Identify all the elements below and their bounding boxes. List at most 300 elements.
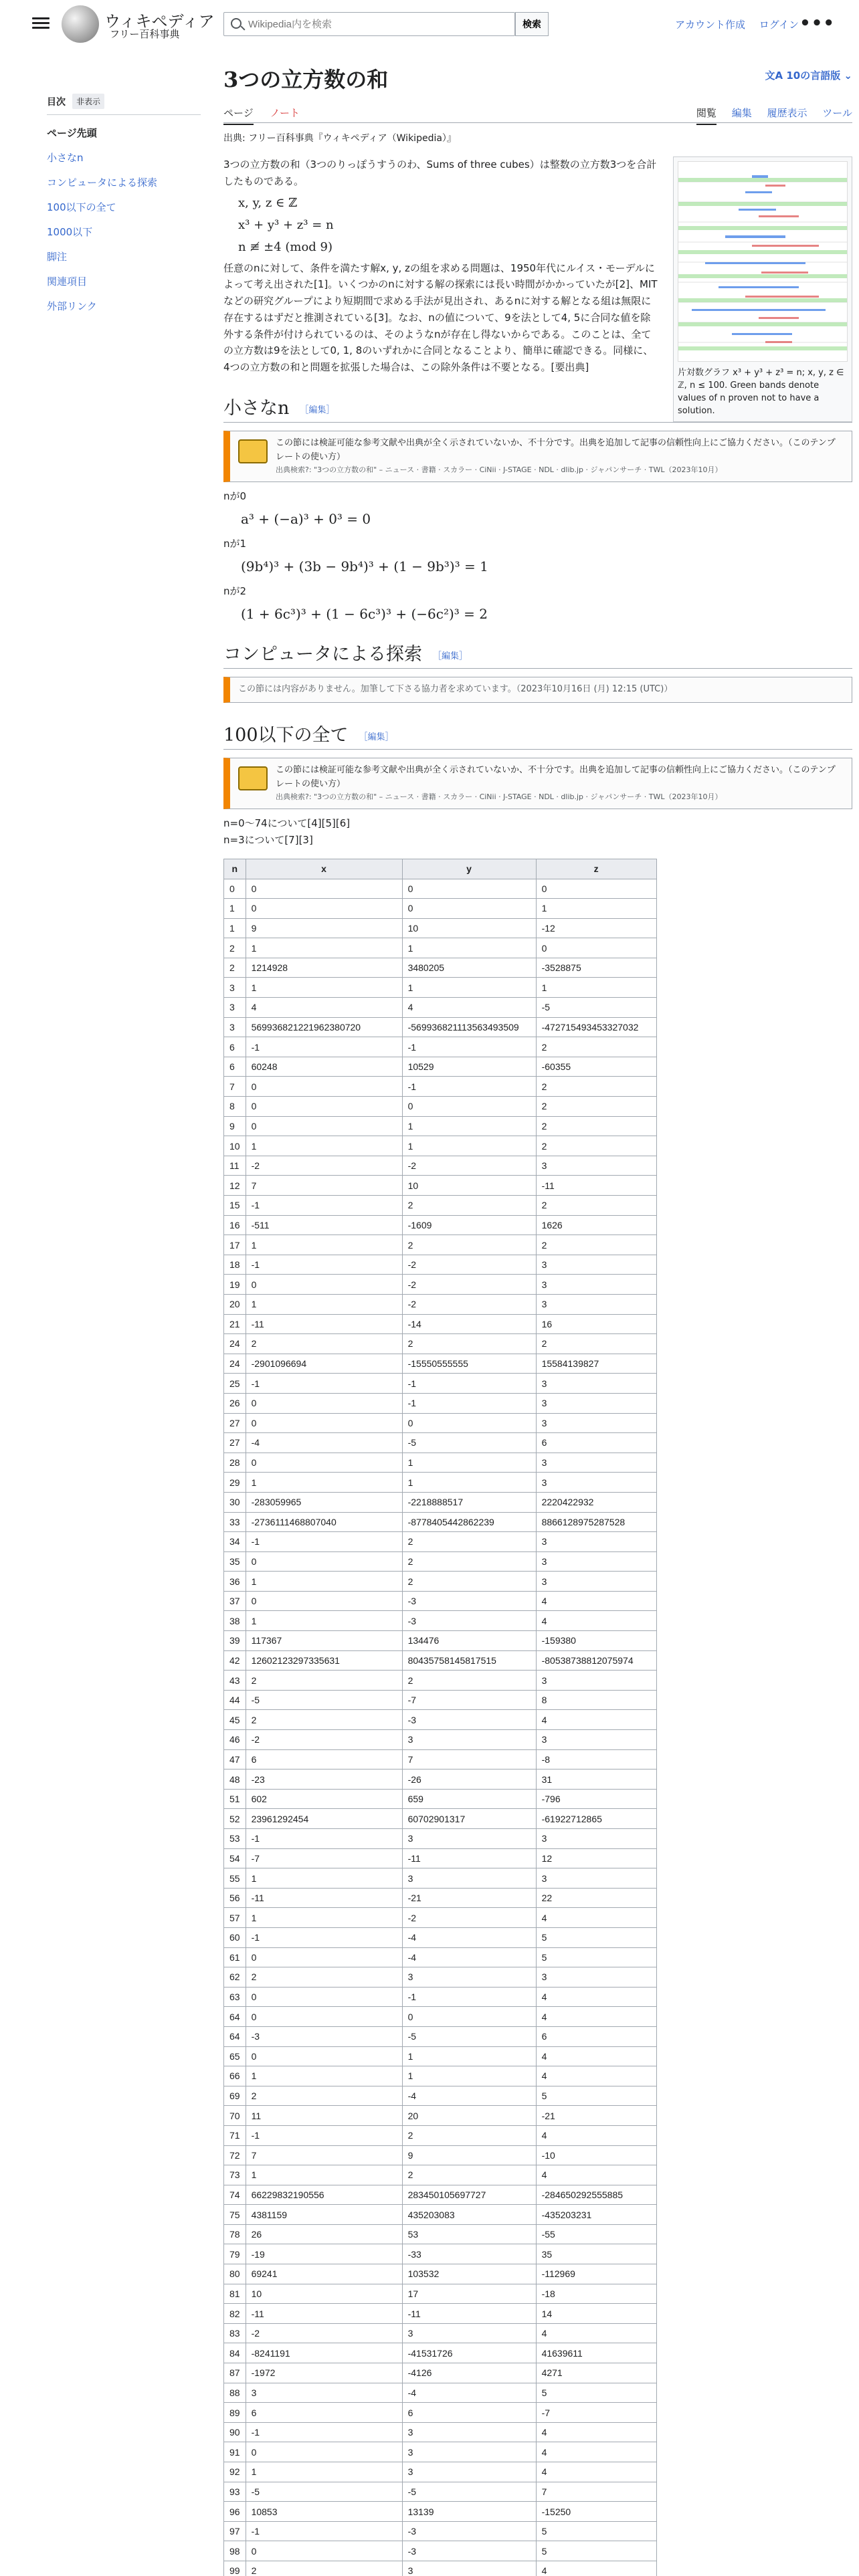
table-cell: 53 [224,1829,246,1849]
table-cell: 4 [536,1591,656,1611]
table-cell: 70 [224,2106,246,2126]
range-note: n=0〜74について[4][5][6] [223,817,351,829]
table-cell: 45 [224,1710,246,1730]
table-cell: 20 [224,1294,246,1314]
table-cell: 24 [224,1354,246,1374]
table-cell: 103532 [402,2264,536,2284]
table-cell: 15 [224,1196,246,1216]
table-cell: 1 [246,2165,402,2185]
table-cell: 72 [224,2145,246,2165]
table-cell: 1 [402,1453,536,1473]
toc-item-all-100[interactable]: 100以下の全て [47,201,116,213]
table-cell: 1626 [536,1215,656,1235]
table-row [224,1631,657,1651]
table-cell: 4381159 [246,2205,402,2225]
table-cell: 64 [224,2007,246,2027]
table-cell: 569936821221962380720 [246,1017,402,1037]
empty-section-notice [223,677,852,703]
table-cell: 3 [402,2422,536,2442]
table-cell: 79 [224,2244,246,2264]
table-cell: -3 [402,1591,536,1611]
column-header-x[interactable]: x [246,859,402,879]
tab-tools[interactable]: ツール [822,107,852,119]
table-cell: 0 [246,2442,402,2462]
citation-search-links[interactable]: 出典検索?: "3つの立方数の和" – ニュース · 書籍 · スカラー · CiNii · J-STAGE · NDL · dlib.jp · ジャパンサーチ · TWL（2023年10月） [276,792,723,802]
table-cell: -15550555555 [402,1354,536,1374]
section-edit-link[interactable]: ［編集］ [359,731,394,742]
table-cell: 4 [536,2066,656,2086]
table-row [224,2521,657,2541]
table-cell: 92 [224,2462,246,2482]
table-cell: -1 [246,1037,402,1057]
table-cell: -1972 [246,2363,402,2383]
table-row [224,2422,657,2442]
table-cell: 33 [224,1512,246,1532]
table-cell: 1 [246,1473,402,1493]
table-cell: -7 [246,1848,402,1868]
table-cell: -4 [402,2383,536,2403]
table-cell: 6 [224,1057,246,1077]
table-row [224,1116,657,1136]
table-row [224,1374,657,1394]
table-row [224,2462,657,2482]
table-cell: -2 [246,1730,402,1750]
table-cell: 6 [402,2403,536,2423]
table-cell: 4 [536,2462,656,2482]
table-cell: 0 [224,879,246,899]
table-cell: 1 [402,2046,536,2066]
table-cell: -3 [402,1611,536,1631]
column-header-y[interactable]: y [402,859,536,879]
table-cell: -21 [402,1888,536,1908]
table-cell: -2218888517 [402,1492,536,1512]
table-cell: 7 [402,1749,536,1769]
table-cell: 1 [402,1116,536,1136]
table-cell: 0 [246,1551,402,1572]
table-cell: 8 [224,1097,246,1117]
table-cell: 4 [536,1710,656,1730]
table-row [224,2541,657,2561]
table-cell: 60702901317 [402,1809,536,1829]
table-cell: 3 [536,1551,656,1572]
table-cell: 26 [224,1393,246,1413]
table-cell: 93 [224,2482,246,2502]
table-cell: 3 [536,1671,656,1691]
table-row [224,1749,657,1769]
table-row [224,998,657,1018]
table-cell: 3 [402,2323,536,2343]
table-cell: 4 [246,998,402,1018]
table-row [224,2442,657,2462]
table-cell: 14 [536,2304,656,2324]
table-cell: 36 [224,1572,246,1592]
table-cell: 3 [536,1275,656,1295]
table-cell: 0 [246,1077,402,1097]
table-cell: 46 [224,1730,246,1750]
table-cell: 0 [246,1453,402,1473]
toc-item-computer-search[interactable]: コンピュータによる探索 [47,177,158,189]
column-header-n[interactable]: n [224,859,246,879]
table-row [224,1848,657,1868]
table-row [224,2343,657,2363]
empty-section-text: この節には内容がありません。加筆して下さる協力者を求めています。（2023年10月16日 (月) 12:15 (UTC)） [238,683,673,694]
table-cell: 3 [402,1868,536,1889]
table-row [224,1611,657,1631]
table-cell: 1 [246,1908,402,1928]
table-cell: 1 [246,1294,402,1314]
toc-item-notes[interactable]: 脚注 [47,251,68,263]
table-row [224,1255,657,1275]
table-cell: -2 [402,1908,536,1928]
table-cell: 2 [246,1671,402,1691]
table-row [224,1473,657,1493]
table-cell: 30 [224,1492,246,1512]
table-cell: 435203083 [402,2205,536,2225]
table-cell: 3 [224,998,246,1018]
table-row [224,2284,657,2304]
table-cell: 0 [246,1987,402,2007]
table-cell: 87 [224,2363,246,2383]
figure-caption: 片対数グラフ x³ + y³ + z³ = n; x, y, z ∈ ℤ, n ≤ 100. Green bands denote values of n proven not to have a solution. [678,368,844,416]
table-cell: 97 [224,2521,246,2541]
table-row [224,2145,657,2165]
table-cell: 9 [224,1116,246,1136]
table-cell: -2 [402,1275,536,1295]
table-cell: 55 [224,1868,246,1889]
page-header [0,0,859,49]
table-cell: -283059965 [246,1492,402,1512]
table-row [224,2482,657,2502]
column-header-z[interactable]: z [536,859,656,879]
table-row [224,1433,657,1453]
citation-notice [223,431,852,482]
table-cell: 3 [536,1393,656,1413]
language-button[interactable]: 文A 10の言語版 ⌄ [765,70,852,82]
toc-item-related[interactable]: 関連項目 [47,276,88,288]
table-cell: 1 [224,899,246,919]
table-cell: 1214928 [246,958,402,978]
table-row [224,1492,657,1512]
table-cell: 82 [224,2304,246,2324]
table-cell: 42 [224,1650,246,1671]
table-row [224,2205,657,2225]
table-cell: 98 [224,2541,246,2561]
table-cell: -1 [402,1037,536,1057]
table-cell: 2 [536,1136,656,1156]
table-cell: 73 [224,2165,246,2185]
main-menu-icon[interactable] [32,15,50,32]
table-cell: 3 [536,1532,656,1552]
table-cell: 61 [224,1947,246,1967]
table-cell: 3 [536,1255,656,1275]
table-cell: -1 [246,1532,402,1552]
table-cell: 74 [224,2185,246,2205]
table-row [224,1947,657,1967]
table-cell: 3 [536,1730,656,1750]
table-cell: 10 [224,1136,246,1156]
n1-label: nが1 [223,537,247,550]
table-cell: 7 [246,2145,402,2165]
table-cell: 35 [224,1551,246,1572]
table-row [224,1215,657,1235]
table-cell: 81 [224,2284,246,2304]
table-cell: 53 [402,2224,536,2244]
table-cell: 1 [246,938,402,958]
table-cell: 27 [224,1413,246,1433]
table-cell: 0 [246,2541,402,2561]
table-row [224,2264,657,2284]
table-cell: 283450105697727 [402,2185,536,2205]
table-row [224,1987,657,2007]
table-cell: 4271 [536,2363,656,2383]
create-account-link[interactable]: アカウント作成 [675,19,745,31]
table-cell: 9 [246,918,402,938]
cube-sum-plot-image[interactable] [678,161,848,362]
table-cell: 10 [402,1176,536,1196]
n2-label: nが2 [223,584,247,597]
table-row [224,1196,657,1216]
table-cell: -55 [536,2224,656,2244]
table-cell: 8 [536,1690,656,1710]
table-cell: 71 [224,2125,246,2145]
table-row [224,1057,657,1077]
table-cell: 2 [246,1710,402,1730]
table-cell: 3 [224,978,246,998]
table-cell: 4 [536,1908,656,1928]
tab-note[interactable]: ノート [270,107,300,119]
table-cell: 3 [224,1017,246,1037]
table-cell: 3 [536,1374,656,1394]
math-condition-2: x³ + y³ + z³ = n [238,217,334,232]
table-cell: 10 [246,2284,402,2304]
table-cell: -1 [402,1393,536,1413]
table-row [224,1453,657,1473]
table-cell: 2 [536,1097,656,1117]
search-button[interactable]: 検索 [515,12,549,36]
table-cell: -7 [536,2403,656,2423]
table-row [224,978,657,998]
table-row [224,2224,657,2244]
table-cell: 3480205 [402,958,536,978]
table-row [224,1354,657,1374]
table-cell: 16 [536,1314,656,1334]
table-row [224,1235,657,1255]
table-cell: 3 [536,1967,656,1988]
table-cell: -2 [402,1294,536,1314]
table-cell: 4 [536,2046,656,2066]
table-cell: 3 [536,1156,656,1176]
table-cell: 1 [246,1235,402,1255]
table-cell: -4 [402,2086,536,2106]
section-edit-link[interactable]: ［編集］ [433,650,468,661]
table-row [224,899,657,919]
table-cell: 4 [536,2422,656,2442]
tab-page[interactable]: ページ [223,107,254,125]
table-cell: 3 [402,1967,536,1988]
toc-item-1000[interactable]: 1000以下 [47,226,93,238]
tab-history[interactable]: 履歴表示 [767,107,807,119]
table-cell: -1 [402,1374,536,1394]
table-cell: 4 [536,2561,656,2576]
table-cell: -7 [402,1690,536,1710]
table-cell: -5 [536,998,656,1018]
table-cell: 56 [224,1888,246,1908]
table-cell: 11 [224,1156,246,1176]
table-cell: 1 [402,978,536,998]
table-row [224,1393,657,1413]
page-tabs [223,102,852,123]
table-cell: 96 [224,2502,246,2522]
table-cell: -8 [536,1749,656,1769]
table-cell: -8778405442862239 [402,1512,536,1532]
table-cell: 35 [536,2244,656,2264]
table-cell: 26 [246,2224,402,2244]
citation-notice-2 [223,758,852,809]
table-cell: 65 [224,2046,246,2066]
table-row [224,1512,657,1532]
table-row [224,1156,657,1176]
table-cell: 66 [224,2066,246,2086]
table-cell: -4 [246,1433,402,1453]
table-row [224,2125,657,2145]
table-cell: -2 [402,1255,536,1275]
toc-item-small-n[interactable]: 小さなn [47,152,84,164]
table-cell: 1 [224,918,246,938]
table-cell: 3 [402,2462,536,2482]
table-cell: 3 [536,1294,656,1314]
table-cell: 10853 [246,2502,402,2522]
table-cell: -5 [402,1433,536,1453]
section-edit-link[interactable]: ［編集］ [300,404,335,415]
login-link[interactable]: ログイン [759,19,799,31]
table-cell: -60355 [536,1057,656,1077]
table-cell: 0 [402,1097,536,1117]
article-body [223,156,852,2576]
table-of-contents [47,94,201,313]
table-cell: 52 [224,1809,246,1829]
table-cell: 2 [246,1334,402,1354]
table-cell: 43 [224,1671,246,1691]
table-cell: -1 [246,1374,402,1394]
table-cell: 75 [224,2205,246,2225]
table-cell: 2 [402,2125,536,2145]
table-cell: -511 [246,1215,402,1235]
table-cell: -18 [536,2284,656,2304]
toc-item-top[interactable]: ページ先頭 [47,127,97,139]
table-cell: 2 [402,1551,536,1572]
table-cell: 5 [536,2086,656,2106]
toc-hide-button[interactable]: 非表示 [72,94,104,109]
table-cell: 3 [536,1572,656,1592]
table-row [224,938,657,958]
book-icon [238,766,268,790]
table-cell: 0 [246,1947,402,1967]
table-cell: -796 [536,1789,656,1809]
table-cell: 5 [536,2541,656,2561]
table-cell: 5 [536,1947,656,1967]
wikipedia-logo-icon[interactable] [62,5,99,43]
toc-title: 目次 [47,96,66,108]
table-row [224,2046,657,2066]
table-cell: -1 [246,1196,402,1216]
table-cell: 0 [246,1275,402,1295]
tab-read[interactable]: 閲覧 [696,107,717,125]
table-cell: -61922712865 [536,1809,656,1829]
table-cell: 6 [246,2403,402,2423]
table-cell: 3 [246,2383,402,2403]
table-row [224,2007,657,2027]
table-cell: -1 [246,2422,402,2442]
logo-title[interactable]: ウィキペディア [104,12,215,31]
table-cell: -4 [402,1947,536,1967]
more-options-icon[interactable]: ••• [799,13,835,33]
table-cell: -1 [246,1927,402,1947]
lead-paragraph-2: 任意のnに対して、条件を満たす解x, y, zの組を求める問題は、1950年代にルイス・モーデルによって考え出された[1]。いくつかのnに対する解の探索には長い時間がかかっていたが[2]、MITなどの研究グループにより短期間で求める手法が見出され、あるnに対する解となる組は無限に存在するはずだと推測されている[3]。なお、nの値について、9を法として4, 5に合同な値を除外する条件が付けられているのは、そのようなnが存在し得ないからである。このことは、全ての立方数は9を法として0, 1, 8のいずれかに合同となることより、簡単に確認できる。同様に、4つの立方数の和と問題を拡張した場合は、この除外条件は不要となる。[要出典] [223,261,658,373]
table-cell: 7 [224,1077,246,1097]
table-cell: -11 [246,1888,402,1908]
section-search-title: コンピュータによる探索 [223,643,422,665]
table-cell: -1 [402,1077,536,1097]
table-cell: -11 [246,1314,402,1334]
table-cell: -41531726 [402,2343,536,2363]
table-cell: 2 [536,1116,656,1136]
table-row [224,1671,657,1691]
table-cell: 83 [224,2323,246,2343]
table-cell: 3 [536,1453,656,1473]
table-row [224,1710,657,1730]
table-cell: 38 [224,1611,246,1631]
equation-n2: (1 + 6c³)³ + (1 − 6c³)³ + (−6c²)³ = 2 [241,605,488,622]
table-cell: 24 [224,1334,246,1354]
toc-header [47,94,201,115]
table-cell: 13139 [402,2502,536,2522]
table-cell: -11 [536,1176,656,1196]
table-cell: -569936821113563493509 [402,1017,536,1037]
table-cell: 0 [246,1393,402,1413]
table-cell: -2736111468807040 [246,1512,402,1532]
tab-edit[interactable]: 編集 [731,107,752,119]
equation-n1: (9b⁴)³ + (3b − 9b⁴)³ + (1 − 9b³)³ = 1 [241,558,488,574]
table-cell: 10529 [402,1057,536,1077]
table-cell: 1 [246,1136,402,1156]
toc-item-external-links[interactable]: 外部リンク [47,300,97,312]
table-cell: 39 [224,1631,246,1651]
table-row [224,2403,657,2423]
table-cell: -15250 [536,2502,656,2522]
table-cell: -11 [402,1848,536,1868]
table-cell: 4 [536,1611,656,1631]
table-cell: 12 [224,1176,246,1196]
table-cell: -21 [536,2106,656,2126]
table-cell: 1 [246,2066,402,2086]
table-row [224,1789,657,1809]
citation-search-links[interactable]: 出典検索?: "3つの立方数の和" – ニュース · 書籍 · スカラー · CiNii · J-STAGE · NDL · dlib.jp · ジャパンサーチ · TWL（2023年10月） [276,465,723,475]
search-input[interactable] [248,17,509,31]
table-cell: 29 [224,1473,246,1493]
plot-svg [678,162,848,362]
table-cell: 0 [246,879,402,899]
table-cell: 0 [246,1097,402,1117]
table-cell: 60 [224,1927,246,1947]
table-cell: -5 [246,1690,402,1710]
table-cell: -12 [536,918,656,938]
table-cell: 16 [224,1215,246,1235]
table-row [224,1809,657,1829]
table-row [224,1314,657,1334]
table-cell: 90 [224,2422,246,2442]
table-cell: 1 [246,978,402,998]
table-row [224,2026,657,2046]
